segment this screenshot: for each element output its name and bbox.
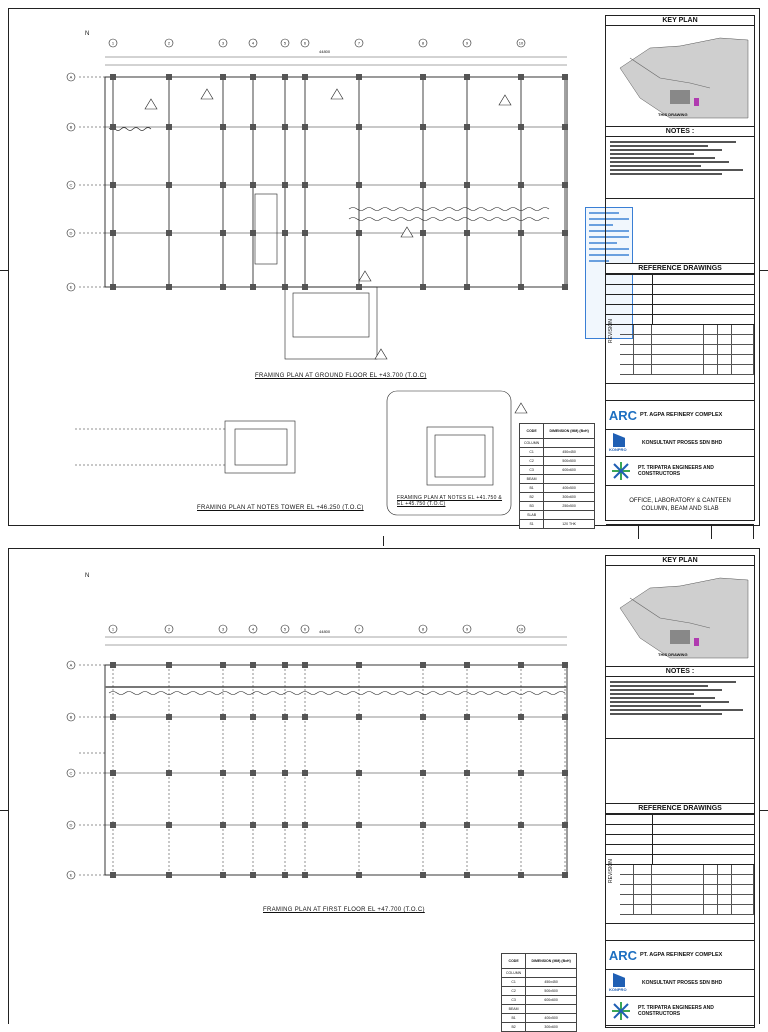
column-marker bbox=[250, 662, 256, 668]
column-marker bbox=[220, 284, 226, 290]
column-marker bbox=[220, 182, 226, 188]
crop-mark bbox=[383, 536, 384, 546]
column-marker bbox=[464, 284, 470, 290]
column-marker bbox=[464, 74, 470, 80]
column-marker bbox=[420, 822, 426, 828]
grid-bubble-label: 8 bbox=[421, 626, 425, 632]
contractor-row bbox=[606, 997, 754, 1026]
overall-dimension: 44800 bbox=[319, 49, 331, 54]
column-marker bbox=[220, 124, 226, 130]
column-marker bbox=[110, 662, 116, 668]
table-body bbox=[520, 439, 595, 529]
table-cell bbox=[526, 1005, 577, 1014]
drawing-title-line2: COLUMN, BEAM AND SLAB bbox=[641, 506, 719, 512]
column-marker bbox=[220, 74, 226, 80]
notes-title: NOTES : bbox=[606, 667, 754, 677]
table-cell: B1 bbox=[502, 1014, 526, 1023]
key-plan-map bbox=[606, 566, 754, 667]
column-marker bbox=[464, 124, 470, 130]
column-marker bbox=[250, 230, 256, 236]
table-cell: 600x600 bbox=[526, 996, 577, 1005]
table-cell bbox=[544, 511, 595, 520]
key-plan-title: KEY PLAN bbox=[606, 556, 754, 566]
grid-bubble-label: 5 bbox=[283, 40, 287, 46]
column-marker bbox=[356, 124, 362, 130]
table-cell: 450x450 bbox=[544, 448, 595, 457]
table-cell: C3 bbox=[520, 466, 544, 475]
column-marker bbox=[356, 74, 362, 80]
client-row bbox=[606, 401, 754, 430]
table-row bbox=[502, 1014, 577, 1023]
table-cell: SLAB bbox=[520, 511, 544, 520]
grid-bubble-label: 6 bbox=[303, 626, 307, 632]
column-marker bbox=[420, 230, 426, 236]
table-body bbox=[502, 969, 577, 1032]
table-cell: 450x450 bbox=[526, 978, 577, 987]
column-marker bbox=[356, 872, 362, 878]
column-marker bbox=[356, 284, 362, 290]
key-plan-drawing bbox=[610, 568, 752, 664]
column-marker bbox=[282, 662, 288, 668]
column-marker bbox=[518, 822, 524, 828]
column-marker bbox=[518, 284, 524, 290]
column-marker bbox=[302, 822, 308, 828]
grid-bubble-label: 7 bbox=[357, 40, 361, 46]
title-block bbox=[605, 555, 755, 1028]
member-schedule-table bbox=[501, 953, 577, 1032]
notes-block bbox=[606, 137, 754, 199]
table-cell: 300x600 bbox=[544, 493, 595, 502]
table-cell: 120 THK bbox=[544, 520, 595, 529]
table-cell: 400x500 bbox=[544, 484, 595, 493]
column-marker bbox=[220, 714, 226, 720]
column-marker bbox=[518, 182, 524, 188]
drawing-sheet bbox=[8, 8, 760, 526]
column-marker bbox=[464, 714, 470, 720]
column-marker bbox=[420, 124, 426, 130]
arc-logo: ARC bbox=[608, 947, 638, 963]
table-cell: B1 bbox=[520, 484, 544, 493]
plan-caption: FRAMING PLAN AT GROUND FLOOR EL +43.700 (T.O.C) bbox=[255, 373, 427, 379]
table-cell bbox=[544, 475, 595, 484]
grid-bubble-label: B bbox=[69, 714, 73, 720]
konpro-logo: KONPRO bbox=[609, 973, 639, 993]
reference-list bbox=[606, 274, 754, 325]
column-marker bbox=[562, 182, 568, 188]
table-cell: C3 bbox=[502, 996, 526, 1005]
column-marker bbox=[464, 182, 470, 188]
column-marker bbox=[518, 230, 524, 236]
column-marker bbox=[282, 822, 288, 828]
grid-bubble-label: 3 bbox=[221, 626, 225, 632]
column-marker bbox=[250, 182, 256, 188]
column-marker bbox=[282, 714, 288, 720]
column-marker bbox=[562, 770, 568, 776]
column-marker bbox=[518, 124, 524, 130]
drawing-sheet bbox=[8, 548, 760, 1029]
column-marker bbox=[302, 714, 308, 720]
grid-bubble-label: C bbox=[69, 770, 73, 776]
table-row bbox=[520, 457, 595, 466]
revision-label: REVISION bbox=[608, 319, 614, 343]
table-cell: C2 bbox=[520, 457, 544, 466]
konpro-logo: KONPRO bbox=[609, 433, 639, 453]
column-marker bbox=[356, 714, 362, 720]
grid-bubble-label: 4 bbox=[251, 40, 255, 46]
table-header: CODE bbox=[502, 954, 526, 969]
column-marker bbox=[110, 714, 116, 720]
column-marker bbox=[110, 74, 116, 80]
column-marker bbox=[302, 230, 308, 236]
grid-bubble-label: 3 bbox=[221, 40, 225, 46]
member-schedule-table bbox=[519, 423, 595, 529]
table-row bbox=[502, 987, 577, 996]
grid-bubble-label: D bbox=[69, 230, 73, 236]
title-block bbox=[605, 15, 755, 521]
column-marker bbox=[110, 284, 116, 290]
grid-bubble-label: 10 bbox=[518, 626, 524, 632]
revision-label: REVISION bbox=[608, 859, 614, 883]
column-marker bbox=[464, 770, 470, 776]
table-header: CODE bbox=[520, 424, 544, 439]
key-plan-map bbox=[606, 26, 754, 127]
grid-bubble-label: 1 bbox=[111, 40, 115, 46]
column-marker bbox=[562, 124, 568, 130]
notes-block bbox=[606, 677, 754, 739]
north-arrow-label: N bbox=[85, 573, 90, 579]
column-marker bbox=[420, 714, 426, 720]
column-marker bbox=[282, 74, 288, 80]
column-marker bbox=[250, 714, 256, 720]
column-marker bbox=[518, 662, 524, 668]
table-row bbox=[520, 520, 595, 529]
column-marker bbox=[110, 230, 116, 236]
column-marker bbox=[302, 770, 308, 776]
table-row bbox=[520, 484, 595, 493]
column-marker bbox=[562, 284, 568, 290]
column-marker bbox=[282, 872, 288, 878]
drawing-title-line1: OFFICE, LABORATORY & CANTEEN bbox=[629, 498, 731, 504]
table-cell: B3 bbox=[520, 502, 544, 511]
column-marker bbox=[166, 872, 172, 878]
column-marker bbox=[420, 872, 426, 878]
grid-bubble-label: D bbox=[69, 822, 73, 828]
column-marker bbox=[110, 872, 116, 878]
table-cell: S1 bbox=[520, 520, 544, 529]
notes-title: NOTES : bbox=[606, 127, 754, 137]
grid-bubble-label: C bbox=[69, 182, 73, 188]
column-marker bbox=[166, 770, 172, 776]
table-cell: BEAM bbox=[520, 475, 544, 484]
column-marker bbox=[464, 822, 470, 828]
table-row bbox=[520, 475, 595, 484]
column-marker bbox=[250, 872, 256, 878]
tripatra-logo bbox=[610, 1000, 632, 1022]
grid-bubble-label: 7 bbox=[357, 626, 361, 632]
column-marker bbox=[562, 714, 568, 720]
client-name: PT. AGPA REFINERY COMPLEX bbox=[640, 952, 723, 958]
column-marker bbox=[166, 714, 172, 720]
framing-plan-drawing bbox=[9, 9, 605, 527]
consultant-name: KONSULTANT PROSES SDN BHD bbox=[642, 980, 723, 986]
table-row bbox=[520, 511, 595, 520]
consultant-name: KONSULTANT PROSES SDN BHD bbox=[642, 440, 723, 446]
grid-bubble-label: 8 bbox=[421, 40, 425, 46]
column-marker bbox=[302, 182, 308, 188]
column-marker bbox=[356, 230, 362, 236]
grid-bubble-label: 2 bbox=[167, 626, 171, 632]
grid-bubble-label: A bbox=[69, 74, 73, 80]
column-marker bbox=[420, 770, 426, 776]
grid-bubble-label: 9 bbox=[465, 40, 469, 46]
document-number-row bbox=[606, 525, 754, 539]
column-marker bbox=[562, 822, 568, 828]
table-cell: C1 bbox=[520, 448, 544, 457]
column-marker bbox=[302, 74, 308, 80]
client-row bbox=[606, 941, 754, 970]
grid-bubble-label: 6 bbox=[303, 40, 307, 46]
column-marker bbox=[282, 124, 288, 130]
table-row bbox=[520, 502, 595, 511]
table-row bbox=[502, 969, 577, 978]
grid-bubble-label: 5 bbox=[283, 626, 287, 632]
column-marker bbox=[420, 182, 426, 188]
reference-list bbox=[606, 814, 754, 865]
column-marker bbox=[282, 230, 288, 236]
revision-block bbox=[606, 319, 754, 384]
column-marker bbox=[518, 74, 524, 80]
table-row bbox=[520, 448, 595, 457]
table-cell: 600x600 bbox=[544, 466, 595, 475]
column-marker bbox=[464, 662, 470, 668]
table-header: DIMENSION (MM) (BxH) bbox=[526, 954, 577, 969]
tripatra-logo bbox=[610, 460, 632, 482]
column-marker bbox=[110, 182, 116, 188]
column-marker bbox=[250, 284, 256, 290]
table-row bbox=[502, 1023, 577, 1032]
table-cell: C1 bbox=[502, 978, 526, 987]
column-marker bbox=[302, 662, 308, 668]
column-marker bbox=[166, 284, 172, 290]
this-drawing-label: THIS DRAWING bbox=[658, 652, 688, 657]
column-marker bbox=[356, 822, 362, 828]
plan-caption: FRAMING PLAN AT FIRST FLOOR EL +47.700 (T.O.C) bbox=[263, 907, 425, 913]
key-plan-title: KEY PLAN bbox=[606, 16, 754, 26]
column-marker bbox=[110, 770, 116, 776]
column-marker bbox=[110, 124, 116, 130]
grid-bubble-label: B bbox=[69, 124, 73, 130]
column-marker bbox=[464, 230, 470, 236]
column-marker bbox=[166, 182, 172, 188]
table-cell: 500x500 bbox=[544, 457, 595, 466]
table-row bbox=[502, 1005, 577, 1014]
column-marker bbox=[250, 124, 256, 130]
table-cell: C2 bbox=[502, 987, 526, 996]
column-marker bbox=[220, 770, 226, 776]
column-marker bbox=[356, 182, 362, 188]
column-marker bbox=[518, 872, 524, 878]
column-marker bbox=[562, 74, 568, 80]
column-marker bbox=[302, 872, 308, 878]
contractor-row bbox=[606, 457, 754, 486]
table-cell bbox=[526, 969, 577, 978]
table-cell: 400x500 bbox=[526, 1014, 577, 1023]
table-cell: 250x500 bbox=[544, 502, 595, 511]
reference-drawings-title: REFERENCE DRAWINGS bbox=[606, 264, 754, 274]
column-marker bbox=[464, 872, 470, 878]
reference-drawings-title: REFERENCE DRAWINGS bbox=[606, 804, 754, 814]
table-cell: B2 bbox=[502, 1023, 526, 1032]
contractor-name: PT. TRIPATRA ENGINEERS AND CONSTRUCTORS bbox=[638, 465, 714, 477]
table-cell: BEAM bbox=[502, 1005, 526, 1014]
grid-bubble-label: 10 bbox=[518, 40, 524, 46]
column-marker bbox=[166, 124, 172, 130]
column-marker bbox=[420, 284, 426, 290]
plan-caption: FRAMING PLAN AT NOTES TOWER EL +46.250 (T.O.C) bbox=[197, 505, 364, 511]
column-marker bbox=[302, 284, 308, 290]
consultant-row bbox=[606, 430, 754, 457]
column-marker bbox=[562, 872, 568, 878]
table-cell: 500x500 bbox=[526, 987, 577, 996]
table-row bbox=[520, 439, 595, 448]
column-marker bbox=[356, 662, 362, 668]
column-marker bbox=[220, 230, 226, 236]
table-row bbox=[520, 493, 595, 502]
grid-bubble-label: E bbox=[69, 284, 73, 290]
table-row bbox=[502, 978, 577, 987]
drawing-title bbox=[606, 486, 754, 525]
column-marker bbox=[220, 662, 226, 668]
grid-bubble-label: 1 bbox=[111, 626, 115, 632]
column-marker bbox=[166, 74, 172, 80]
column-marker bbox=[356, 770, 362, 776]
grid-bubble-label: 2 bbox=[167, 40, 171, 46]
column-marker bbox=[302, 124, 308, 130]
table-cell: COLUMN bbox=[502, 969, 526, 978]
grid-bubble-label: 4 bbox=[251, 626, 255, 632]
north-arrow-label: N bbox=[85, 31, 90, 37]
column-marker bbox=[166, 662, 172, 668]
table-header: DIMENSION (MM) (BxH) bbox=[544, 424, 595, 439]
column-marker bbox=[562, 662, 568, 668]
table-row bbox=[520, 466, 595, 475]
key-plan-drawing bbox=[610, 28, 752, 124]
column-marker bbox=[220, 872, 226, 878]
column-marker bbox=[282, 770, 288, 776]
column-marker bbox=[250, 822, 256, 828]
table-cell: COLUMN bbox=[520, 439, 544, 448]
column-marker bbox=[250, 770, 256, 776]
grid-bubble-label: A bbox=[69, 662, 73, 668]
column-marker bbox=[518, 770, 524, 776]
column-marker bbox=[282, 182, 288, 188]
table-cell: 300x600 bbox=[526, 1023, 577, 1032]
column-marker bbox=[166, 230, 172, 236]
column-marker bbox=[518, 714, 524, 720]
client-name: PT. AGPA REFINERY COMPLEX bbox=[640, 412, 723, 418]
column-marker bbox=[250, 74, 256, 80]
column-marker bbox=[420, 74, 426, 80]
column-marker bbox=[282, 284, 288, 290]
table-cell: B2 bbox=[520, 493, 544, 502]
contractor-name: PT. TRIPATRA ENGINEERS AND CONSTRUCTORS bbox=[638, 1005, 714, 1017]
column-marker bbox=[166, 822, 172, 828]
consultant-row bbox=[606, 970, 754, 997]
table-cell bbox=[544, 439, 595, 448]
column-marker bbox=[220, 822, 226, 828]
grid-bubble-label: E bbox=[69, 872, 73, 878]
overall-dimension: 44800 bbox=[319, 629, 331, 634]
column-marker bbox=[562, 230, 568, 236]
column-marker bbox=[420, 662, 426, 668]
revision-block bbox=[606, 859, 754, 924]
arc-logo: ARC bbox=[608, 407, 638, 423]
this-drawing-label: THIS DRAWING bbox=[658, 112, 688, 117]
column-marker bbox=[110, 822, 116, 828]
table-row bbox=[502, 996, 577, 1005]
plan-caption: FRAMING PLAN AT NOTES EL +41.750 & EL +45.750 (T.O.C) bbox=[397, 495, 503, 507]
grid-bubble-label: 9 bbox=[465, 626, 469, 632]
